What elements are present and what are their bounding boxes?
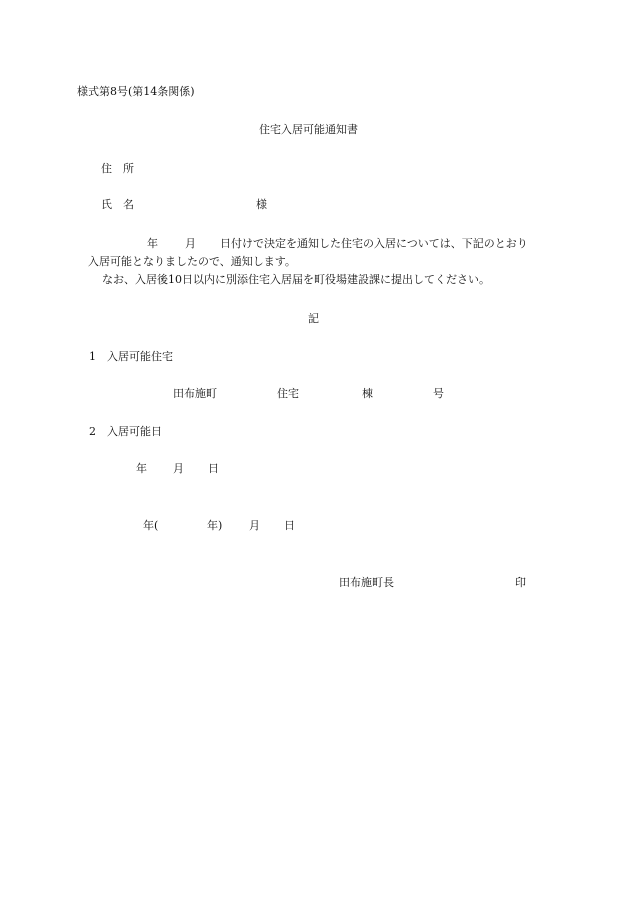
- date-month: 月: [249, 519, 260, 532]
- item1-number: 号: [433, 387, 444, 400]
- date-day: 日: [284, 519, 295, 532]
- item2-year: 年: [136, 462, 147, 475]
- name-label: 氏 名: [101, 198, 134, 211]
- document-title: 住宅入居可能通知書: [259, 123, 358, 136]
- item1-town: 田布施町: [173, 387, 217, 400]
- ki-heading: 記: [308, 312, 319, 325]
- item1-housing: 住宅: [277, 387, 299, 400]
- item2-heading: 2 入居可能日: [89, 425, 162, 438]
- item2-month: 月: [173, 462, 184, 475]
- item2-day: 日: [208, 462, 219, 475]
- body-line3: なお、入居後10日以内に別添住宅入居届を町役場建設課に提出してください。: [102, 273, 490, 286]
- body-line2: 入居可能となりましたので、通知します。: [88, 255, 296, 268]
- body-month: 月: [185, 237, 196, 250]
- item1-building: 棟: [362, 387, 373, 400]
- seal-mark: 印: [515, 576, 526, 589]
- date-year: 年(: [143, 519, 159, 532]
- body-year: 年: [147, 237, 158, 250]
- form-number: 様式第8号(第14条関係): [77, 85, 195, 98]
- honorific: 様: [256, 198, 267, 211]
- address-label: 住 所: [101, 162, 134, 175]
- date-era-year: 年): [207, 519, 223, 532]
- body-line1: 日付けで決定を通知した住宅の入居については、下記のとおり: [220, 237, 528, 250]
- issuer: 田布施町長: [339, 576, 394, 589]
- item1-heading: 1 入居可能住宅: [89, 350, 173, 363]
